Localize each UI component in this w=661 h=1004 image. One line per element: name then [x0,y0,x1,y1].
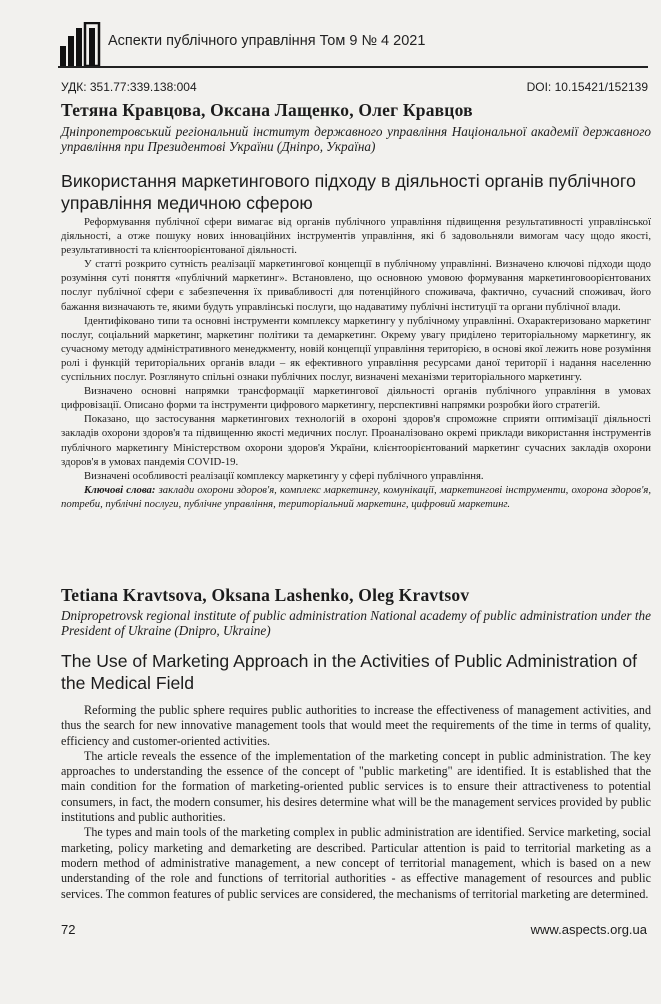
ua-paragraph: У статті розкрито сутність реалізації маркетингової концепції в публічному управлінні. Визначено ключові підходи щодо розуміння суті поняття «публічний маркетинг». Встановлено, що основною умовою формування маркетинговоорієнтованих послуг публічної сфери є забезпечення їх привабливості для потенційного споживача, фактично, сучасний споживач, його бажання визначають те, якими будуть управлінські послуги, що надаватиму публічні інституції та органи публічної влади. [61,258,651,313]
ua-authors: Тетяна Кравцова, Оксана Лащенко, Олег Кравцов [61,100,473,120]
journal-logo-icon [58,22,102,68]
ua-keywords [61,483,651,511]
en-article-title: The Use of Marketing Approach in the Activities of Public Administration of the Medical Field [61,651,637,693]
en-paragraph: The types and main tools of the marketing complex in public administration are identified. Service marketing, social marketing, policy marketing and demarketing are described. Particular attention is paid to territorial marketing as a modern method of administrative management, a new concept of territorial management, which is based on a new understanding of the role and functions of territorial authorities - as effective management of resources and public services. The common features of public services are considered, the mechanisms of territorial marketing are determined. [61,825,651,901]
ua-paragraph: Реформування публічної сфери вимагає від органів публічного управління підвищення результативності управлінської діяльності, а отже пошуку нових інноваційних інструментів управління, які б задовольняли вимогам часу щодо якості, результативності та клієнтоорієнтованої діяльності. [61,216,651,257]
en-paragraph: The article reveals the essence of the implementation of the marketing concept in public administration. The key approaches to understanding the essence of the concept of "public marketing" are identified. It is established that the main condition for the formation of marketing-oriented public services is to ensure their attractiveness to potential consumers, in fact, the modern consumer, his desires determine what will be the management services provided by public institutions and public authorities. [61,748,651,825]
ua-abstract [61,215,651,511]
ua-article-title: Використання маркетингового підходу в діяльності органів публічного управління медичною сферою [61,171,636,213]
keywords-label: Ключові слова: [84,483,156,496]
ua-paragraph: Ідентифіковано типи та основні інструменти комплексу маркетингу у публічному управлінні. Охарактеризовано маркетинг послуг, соціальний маркетинг, маркетинг політики та демаркетинг. Окрему увагу приділено територіальному маркетингу, як сучасному методу адміністративного менеджменту, новій концепції управління територією, в основі якої лежить нове розуміння ролі і функцій територіальних органів влади – як ефективного управління ресурсами даної території і надання населенню суспільних послуг. Розглянуто спільні ознаки публічних послуг, визначені механізми територіального маркетингу. [61,314,651,384]
header-divider [58,66,648,68]
ua-affiliation: Дніпропетровський регіональний інститут державного управління Національної академії державного управління при Президентові України (Дніпро, Україна) [61,124,651,154]
en-affiliation: Dnipropetrovsk regional institute of public administration National academy of public administration under the President of Ukraine (Dnipro, Ukraine) [61,608,651,638]
en-abstract [61,703,651,902]
ua-paragraph: Визначено основні напрямки трансформації маркетингової діяльності органів публічного управління в умовах цифровізації. Описано форми та інструменти цифрового маркетингу, перспективні напрямки розробки його стратегій. [61,385,651,412]
ua-paragraph: Визначені особливості реалізації комплексу маркетингу у сфері публічного управління. [84,469,484,482]
website-link[interactable]: www.aspects.org.ua [530,922,647,937]
journal-title: Аспекти публічного управління Том 9 № 4 2021 [108,33,426,49]
keywords-text: заклади охорони здоров'я, комплекс маркетингу, комунікації, маркетингові інструменти, охорона здоров'я, потреби, публічні послуги, публічне управління, територіальний маркетинг, цифровий маркетинг. [61,483,651,510]
ua-paragraph: Показано, що застосування маркетингових технологій в охороні здоров'я спроможне сприяти оптимізації діяльності закладів охорони здоров'я та підвищенню якості медичних послуг. Проаналізовано окремі приклади використання інструментів публічного маркетингу Міністерством охорони здоров'я України, клієнтоорієнтований маркетинг сучасних закладів охорони здоров'я в умовах пандемія COVID-19. [61,413,651,468]
page-number: 72 [61,922,76,937]
en-authors: Tetiana Kravtsova, Oksana Lashenko, Oleg Kravtsov [61,585,470,605]
udc-code: УДК: 351.77:339.138:004 [61,80,197,94]
en-paragraph: Reforming the public sphere requires public authorities to increase the effectiveness of management activities, and thus the search for new innovative management tools that would meet the requirements of the time in terms of quality, efficiency and customer-oriented activities. [61,703,651,748]
doi-link[interactable]: DOI: 10.15421/152139 [526,80,648,94]
